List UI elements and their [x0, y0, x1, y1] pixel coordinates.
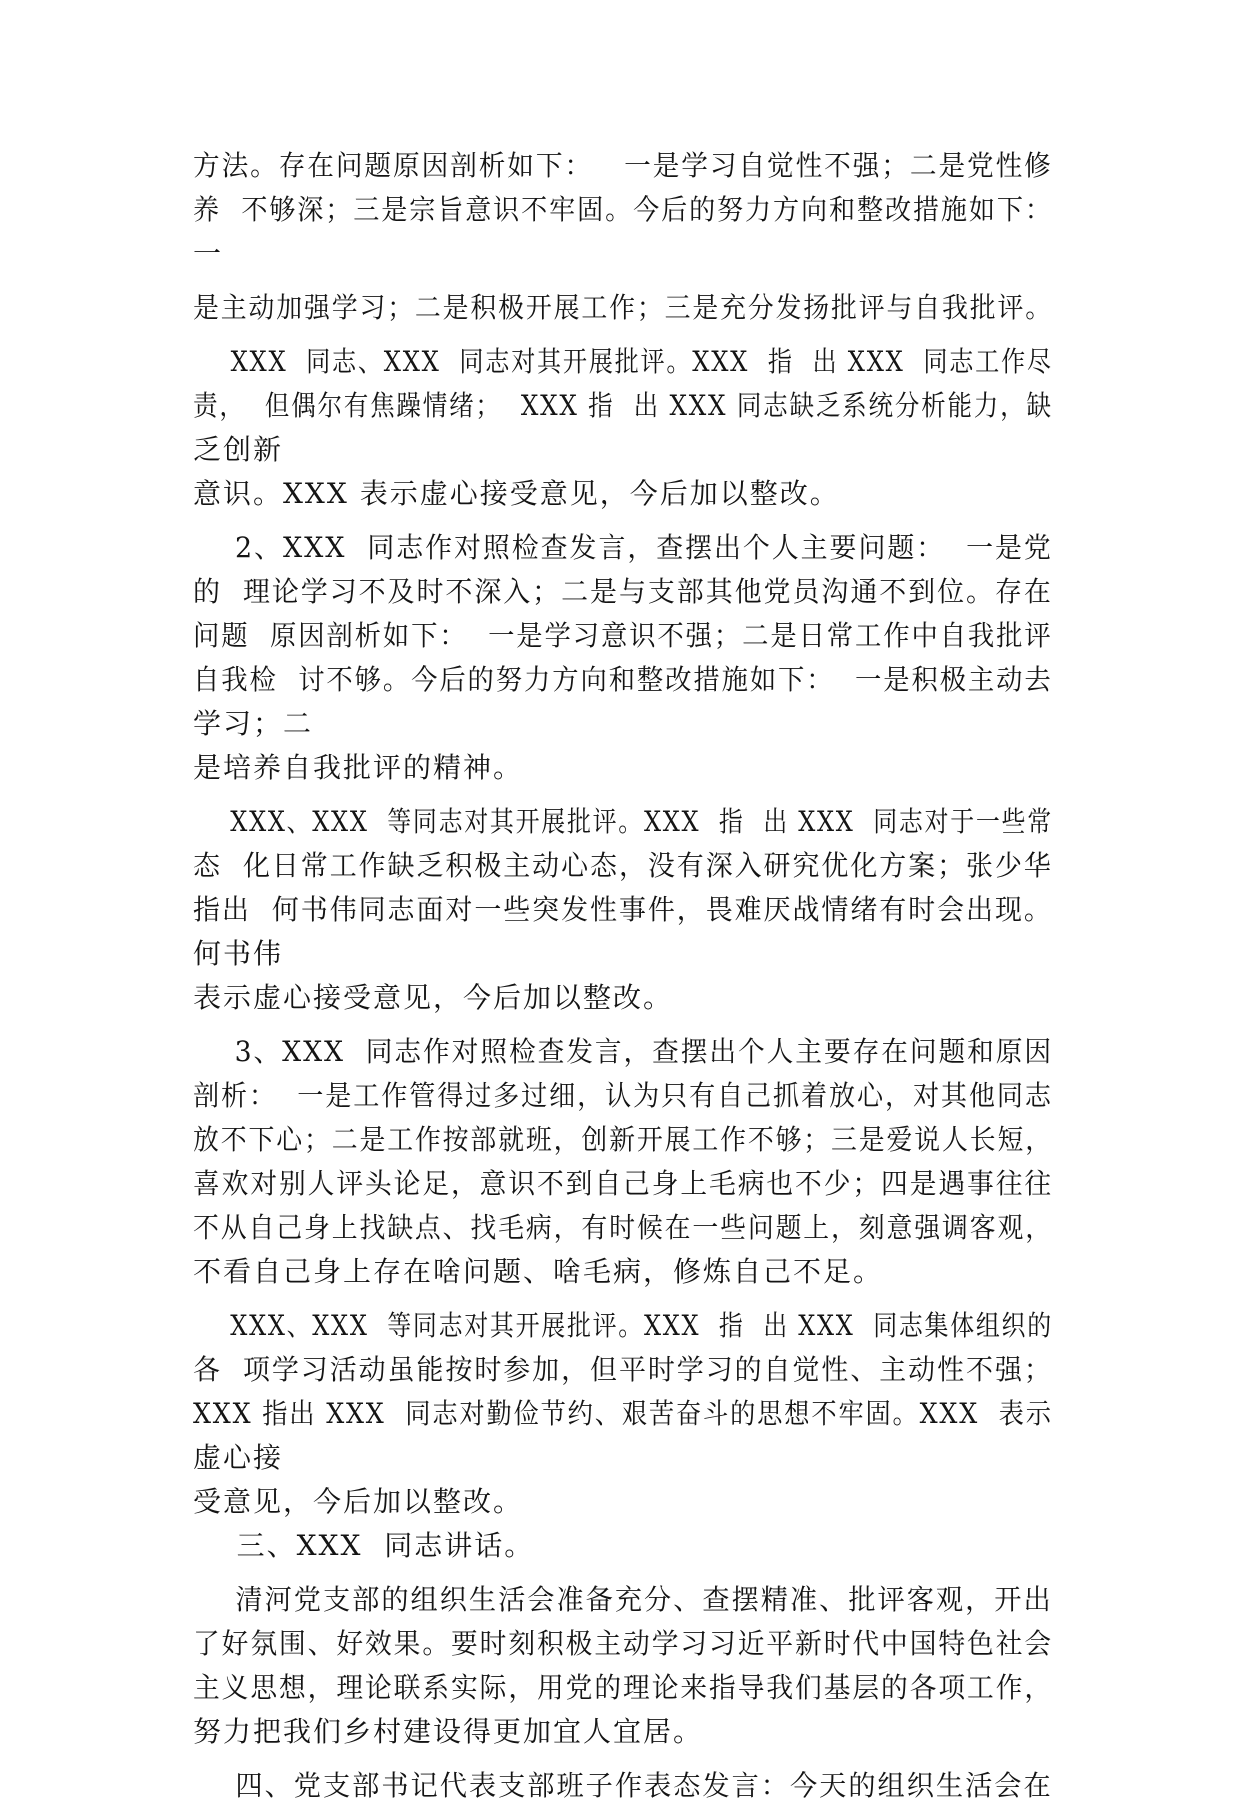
text-line: 自我检 讨不够。今后的努力方向和整改措施如下： 一是积极主动去: [193, 663, 1053, 696]
text-line: 不看自己身上存在啥问题、啥毛病，修炼自己不足。: [193, 1255, 884, 1288]
text-line: 乏创新: [193, 433, 284, 466]
document-body: [193, 144, 1053, 1808]
text-line: 受意见，今后加以整改。: [193, 1485, 524, 1518]
text-line: 的 理论学习不及时不深入；二是与支部其他党员沟通不到位。存在: [193, 575, 1053, 608]
text-line: 喜欢对别人评头论足，意识不到自己身上毛病也不少；四是遇事往往: [193, 1167, 1054, 1200]
text-line: 放不下心；二是工作按部就班，创新开展工作不够；三是爱说人长短，: [193, 1123, 1053, 1156]
text-line: 2、XXX 同志作对照检查发言，查摆出个人主要问题： 一是党: [193, 531, 1053, 564]
text-line: 责， 但偶尔有焦躁情绪； XXX 指 出 XXX 同志缺乏系统分析能力，缺: [193, 389, 1053, 422]
text-line: XXX 指出 XXX 同志对勤俭节约、艰苦奋斗的思想不牢固。XXX 表示: [193, 1397, 1053, 1430]
text-line: 四、党支部书记代表支部班子作表态发言：今天的组织生活会在: [193, 1769, 1053, 1802]
text-line: 何书伟: [193, 937, 284, 970]
text-line: 学习；二: [193, 707, 314, 740]
text-line: 方法。存在问题原因剖析如下： 一是学习自觉性不强；二是党性修: [193, 149, 1053, 182]
text-line: 是培养自我批评的精神。: [193, 751, 524, 784]
text-line: 三、XXX 同志讲话。: [193, 1529, 535, 1562]
text-line: 努力把我们乡村建设得更加宜人宜居。: [193, 1715, 704, 1748]
text-line: 清河党支部的组织生活会准备充分、查摆精准、批评客观，开出: [193, 1583, 1053, 1616]
text-line: XXX 同志、XXX 同志对其开展批评。XXX 指 出 XXX 同志工作尽: [193, 345, 1053, 378]
text-line: 养 不够深；三是宗旨意识不牢固。今后的努力方向和整改措施如下：: [193, 193, 1053, 226]
text-line: 各 项学习活动虽能按时参加，但平时学习的自觉性、主动性不强；: [193, 1353, 1053, 1386]
text-line: XXX、XXX 等同志对其开展批评。XXX 指 出 XXX 同志对于一些常: [193, 805, 1053, 838]
text-line: 3、XXX 同志作对照检查发言，查摆出个人主要存在问题和原因: [193, 1035, 1054, 1068]
text-line: 指出 何书伟同志面对一些突发性事件，畏难厌战情绪有时会出现。: [193, 893, 1053, 926]
text-line: 问题 原因剖析如下： 一是学习意识不强；二是日常工作中自我批评: [193, 619, 1053, 652]
text-line: 了好氛围、好效果。要时刻积极主动学习习近平新时代中国特色社会: [193, 1627, 1054, 1660]
text-line: 一: [193, 237, 224, 270]
text-line: 剖析： 一是工作管得过多过细，认为只有自己抓着放心，对其他同志: [193, 1079, 1053, 1112]
text-line: 是主动加强学习；二是积极开展工作；三是充分发扬批评与自我批评。: [193, 291, 1053, 324]
text-line: 虚心接: [193, 1441, 284, 1474]
text-line: 不从自己身上找缺点、找毛病，有时候在一些问题上，刻意强调客观，: [193, 1211, 1053, 1244]
text-line: 表示虚心接受意见，今后加以整改。: [193, 981, 674, 1014]
text-line: XXX、XXX 等同志对其开展批评。XXX 指 出 XXX 同志集体组织的: [193, 1309, 1053, 1342]
text-line: 意识。XXX 表示虚心接受意见，今后加以整改。: [193, 477, 840, 510]
text-line: 态 化日常工作缺乏积极主动心态，没有深入研究优化方案；张少华: [193, 849, 1053, 882]
text-line: 主义思想，理论联系实际，用党的理论来指导我们基层的各项工作，: [193, 1671, 1054, 1704]
